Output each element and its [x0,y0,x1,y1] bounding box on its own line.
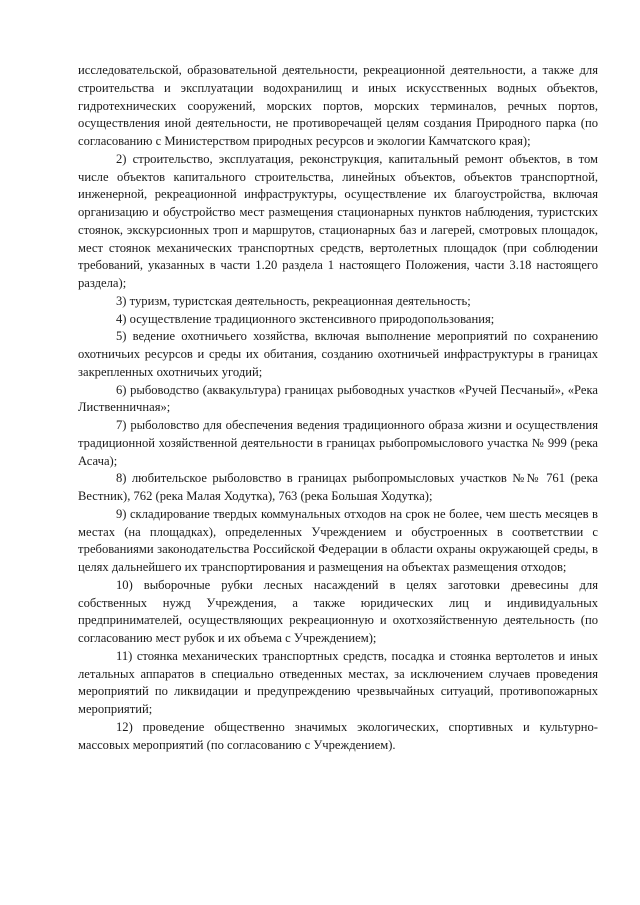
paragraph-continuation: исследовательской, образовательной деятельности, рекреационной деятельности, а также для строительства и эксплуатации водохранилищ и иных искусственных водных объектов, гидротехнических сооружений, морских портов, морских терминалов, речных портов, осуществления иной деятельности, не противоречащей целям создания Природного парка (по согласованию с Министерством природных ресурсов и экологии Камчатского края); [78,63,598,148]
document-page [78,62,598,754]
paragraph-item-7: 7) рыболовство для обеспечения ведения традиционного образа жизни и осуществления традиционной хозяйственной деятельности в границах рыбопромыслового участка № 999 (река Асача); [78,418,598,468]
paragraph-item-6: 6) рыбоводство (аквакультура) границах рыбоводных участков «Ручей Песчаный», «Река Лиственничная»; [78,382,598,415]
paragraph-item-11: 11) стоянка механических транспортных средств, посадка и стоянка вертолетов и иных летальных аппаратов в специально отведенных местах, за исключением случаев проведения мероприятий по ликвидации и предупреждению чрезвычайных ситуаций, противопожарных мероприятий; [78,648,598,716]
paragraph-item-5: 5) ведение охотничьего хозяйства, включая выполнение мероприятий по сохранению охотничьих ресурсов и среды их обитания, созданию охотничьей инфраструктуры в границах закрепленных охотничьих угодий; [78,329,598,379]
paragraph-item-12: 12) проведение общественно значимых экологических, спортивных и культурно-массовых мероприятий (по согласованию с Учреждением). [78,719,598,752]
paragraph-item-4: 4) осуществление традиционного экстенсивного природопользования; [116,311,495,326]
paragraph-item-9: 9) складирование твердых коммунальных отходов на срок не более, чем шесть месяцев в местах (на площадках), определенных Учреждением и обустроенных в соответствии с требованиями законодательства Российской Федерации в области охраны окружающей среды, в целях дальнейшего их транспортирования и размещения на объектах размещения отходов; [78,506,598,574]
paragraph-item-8: 8) любительское рыболовство в границах рыбопромысловых участков №№ 761 (река Вестник), 762 (река Малая Ходутка), 763 (река Большая Ходутка); [78,471,598,503]
paragraph-item-10: 10) выборочные рубки лесных насаждений в целях заготовки древесины для собственных нужд Учреждения, а также юридических лиц и индивидуальных предпринимателей, осуществляющих рекреационную и охотхозяйственную деятельность (по согласованию мест рубок и их объема с Учреждением); [78,577,598,645]
paragraph-item-2: 2) строительство, эксплуатация, реконструкция, капитальный ремонт объектов, в том числе объектов капитального строительства, линейных объектов, объектов транспортной, инженерной, рекреационной инфраструктуры, осуществление их благоустройства, включая организацию и обустройство мест размещения стационарных пунктов наблюдения, туристских стоянок, экскурсионных троп и маршрутов, стационарных баз и лагерей, смотровых площадок, мест стоянок механических транспортных средств, вертолетных площадок (при соблюдении требований, указанных в части 1.20 раздела 1 настоящего Положения, части 3.18 настоящего раздела); [78,151,598,290]
paragraph-item-3: 3) туризм, туристская деятельность, рекреационная деятельность; [116,293,471,308]
